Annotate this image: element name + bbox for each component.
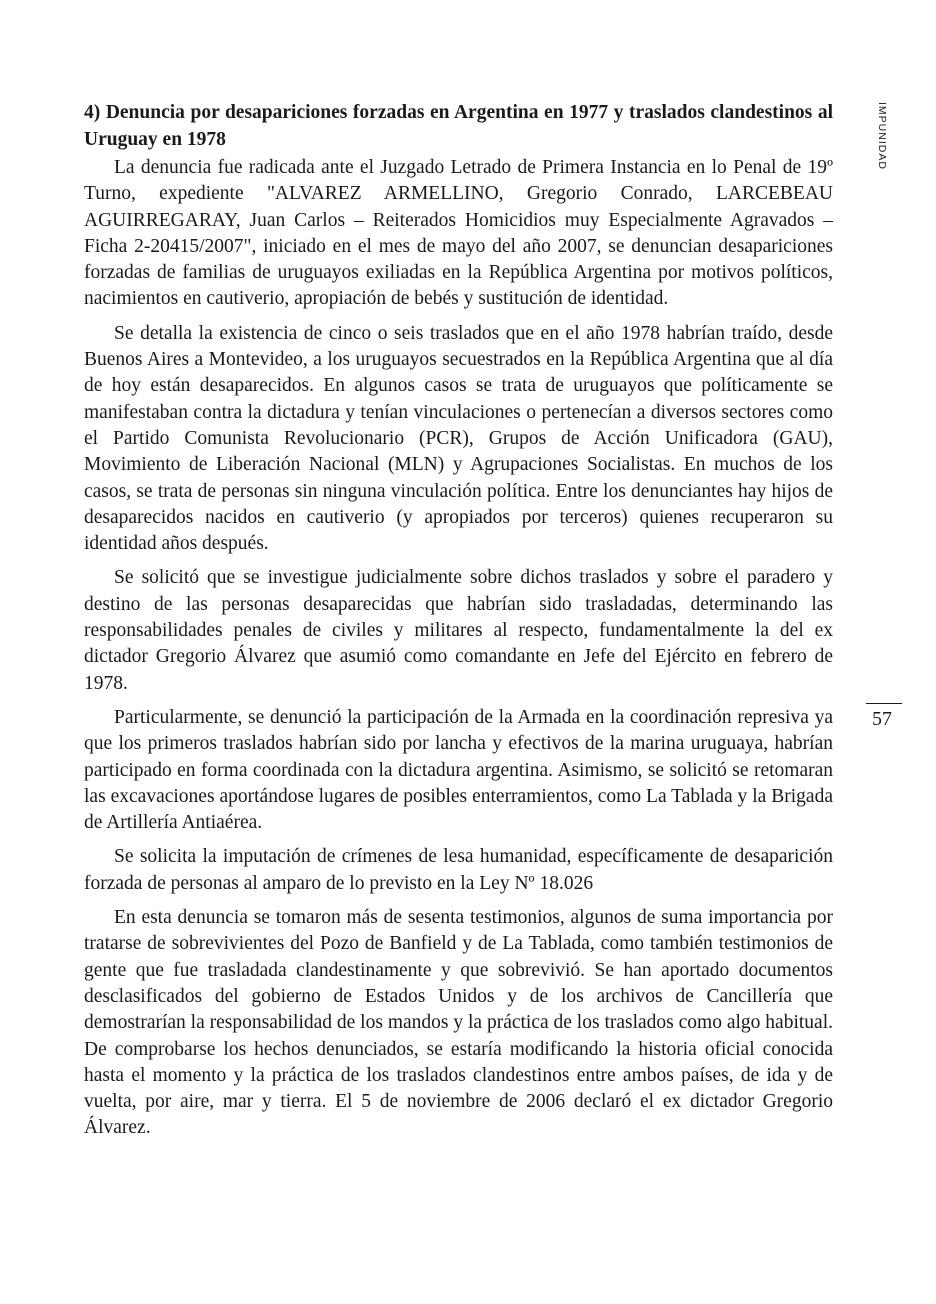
section-heading: 4) Denuncia por desapariciones forzadas en Argentina en 1977 y traslados clandestinos al Uruguay en 1978: [84, 102, 833, 150]
paragraph: Se solicitó que se investigue judicialmente sobre dichos traslados y sobre el paradero y destino de las personas desaparecidas que habrían sido trasladadas, determinando las responsabilidades penales de civiles y militares al respecto, fundamentalmente la del ex dictador Gregorio Álvarez que asumió como comandante en Jefe del Ejército en febrero de 1978.: [84, 567, 833, 694]
paragraph: Particularmente, se denunció la participación de la Armada en la coordinación represiva ya que los primeros traslados habrían sido por lancha y efectivos de la marina uruguaya, habrían participado en forma coordinada con la dictadura argentina. Asimismo, se solicitó se retomaran las excavaciones aportándose lugares de posibles enterramientos, como La Tablada y la Brigada de Artillería Antiaérea.: [84, 706, 833, 834]
paragraph: En esta denuncia se tomaron más de sesenta testimonios, algunos de suma importancia por tratarse de sobrevivientes del Pozo de Banfield y de La Tablada, como también testimonios de gente que fue trasladada clandestinamente y que sobrevivió. Se han aportado documentos desclasificados del gobierno de Estados Unidos y de los archivos de Cancillería que demostrarían la responsabilidad de los mandos y la práctica de los traslados como algo habitual. De comprobarse los hechos denunciados, se estaría modificando la historia oficial conocida hasta el momento y la práctica de los traslados clandestinos entre ambos países, de ida y de vuelta, por aire, mar y tierra. El 5 de noviembre de 2006 declaró el ex dictador Gregorio Álvarez.: [84, 907, 833, 1139]
paragraph: Se detalla la existencia de cinco o seis traslados que en el año 1978 habrían traído, desde Buenos Aires a Montevideo, a los uruguayos secuestrados en la República Argentina que al día de hoy están desaparecidos. En algunos casos se trata de uruguayos que políticamente se manifestaban contra la dictadura y tenían vinculaciones o pertenecían a diversos sectores como el Partido Comunista Revolucionario (PCR), Grupos de Acción Unificadora (GAU), Movimiento de Liberación Nacional (MLN) y Agrupaciones Socialistas. En muchos de los casos, se trata de personas sin ninguna vinculación política. Entre los denunciantes hay hijos de desaparecidos nacidos en cautiverio (y apropiados por terceros) quienes recuperaron su identidad años después.: [84, 322, 833, 555]
page-number-rule: [866, 703, 902, 704]
paragraph: La denuncia fue radicada ante el Juzgado Letrado de Primera Instancia en lo Penal de 19º Turno, expediente "ALVAREZ ARMELLINO, Gregorio Conrado, LARCEBEAU AGUIRREGARAY, Juan Carlos – Reiterados Homicidios muy Especialmente Agravados – Ficha 2-20415/2007", iniciado en el mes de mayo del año 2007, se denuncian desapariciones forzadas de familias de uruguayos exiliadas en la República Argentina por motivos políticos, nacimientos en cautiverio, apropiación de bebés y sustitución de identidad.: [84, 157, 833, 310]
page-number: 57: [872, 708, 892, 730]
main-text: [84, 100, 833, 1150]
paragraph: Se solicita la imputación de crímenes de lesa humanidad, específicamente de desaparición forzada de personas al amparo de lo previsto en la Ley Nº 18.026: [84, 846, 833, 894]
running-head: IMPUNIDAD: [876, 102, 888, 170]
